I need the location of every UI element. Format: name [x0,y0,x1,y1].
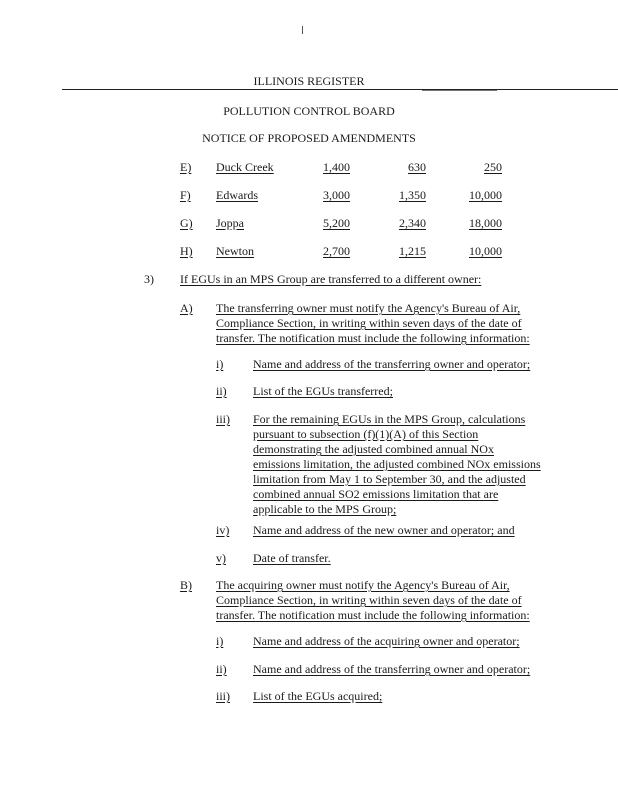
row-value-2: 2,340 [399,216,426,230]
subsection-a-text [216,301,530,346]
item-text: Name and address of the transferring owner and operator; [253,662,531,676]
item-text: Name and address of the new owner and operator; and [253,523,515,537]
item-label: i) [216,357,224,371]
row-value-3: 250 [484,160,502,174]
item-text [253,412,541,517]
row-value-2: 1,350 [399,188,426,202]
row-label: E) [180,160,192,174]
row-value-1: 1,400 [323,160,350,174]
row-name: Newton [216,244,254,258]
row-value-2: 1,215 [399,244,426,258]
text-line: transfer. The notification must include the following information: [216,331,530,345]
section-text: If EGUs in an MPS Group are transferred to a different owner: [180,272,482,286]
row-value-1: 3,000 [323,188,350,202]
item-text: Date of transfer. [253,551,331,565]
text-line: For the remaining EGUs in the MPS Group, calculations [253,412,526,426]
row-name: Edwards [216,188,258,202]
row-value-3: 10,000 [469,188,502,202]
row-value-1: 5,200 [323,216,350,230]
board-title: POLLUTION CONTROL BOARD [223,104,395,118]
text-line: demonstrating the adjusted combined annual NOx [253,442,494,456]
item-label: iii) [216,689,230,703]
row-label: F) [180,188,191,202]
item-text: Name and address of the acquiring owner and operator; [253,634,520,648]
item-label: ii) [216,662,227,676]
row-label: H) [180,244,193,258]
scan-mark [422,90,497,91]
subsection-label: A) [180,301,193,315]
subsection-label: B) [180,578,192,592]
text-line: The transferring owner must notify the Agency's Bureau of Air, [216,301,521,315]
subsection-b-text [216,578,530,623]
item-label: ii) [216,384,227,398]
section-label: 3) [144,272,154,286]
row-label: G) [180,216,193,230]
row-value-3: 10,000 [469,244,502,258]
header-rule [62,89,618,90]
text-line: pursuant to subsection (f)(1)(A) of this Section [253,427,479,441]
row-name: Joppa [216,216,244,230]
item-label: v) [216,551,226,565]
text-line: limitation from May 1 to September 30, and the adjusted [253,472,526,486]
text-line: Compliance Section, in writing within seven days of the date of [216,316,522,330]
register-title: ILLINOIS REGISTER [253,74,365,88]
item-text: List of the EGUs transferred; [253,384,393,398]
row-value-1: 2,700 [323,244,350,258]
item-text: List of the EGUs acquired; [253,689,383,703]
item-text: Name and address of the transferring owner and operator; [253,357,531,371]
item-label: iii) [216,412,230,426]
text-line: applicable to the MPS Group; [253,502,397,516]
text-line: emissions limitation, the adjusted combined NOx emissions [253,457,541,471]
text-line: combined annual SO2 emissions limitation that are [253,487,499,501]
row-name: Duck Creek [216,160,274,174]
text-line: The acquiring owner must notify the Agency's Bureau of Air, [216,578,510,592]
text-line: transfer. The notification must include the following information: [216,608,530,622]
text-line: Compliance Section, in writing within seven days of the date of [216,593,522,607]
row-value-3: 18,000 [469,216,502,230]
scan-mark [302,26,303,34]
notice-title: NOTICE OF PROPOSED AMENDMENTS [202,131,416,145]
item-label: i) [216,634,224,648]
item-label: iv) [216,523,230,537]
row-value-2: 630 [408,160,426,174]
